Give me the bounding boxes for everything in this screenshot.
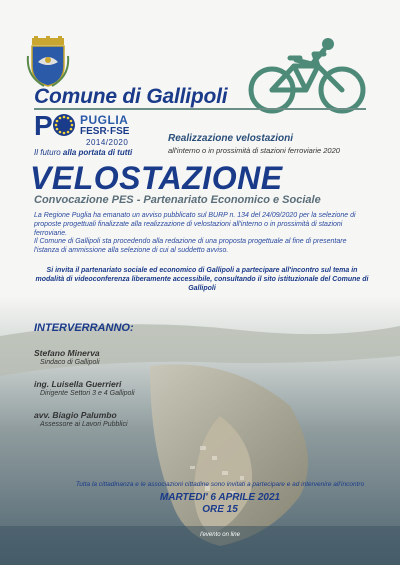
invite-text: Si invita il partenariato sociale ed economico di Gallipoli a partecipare all'incontro sul tema in modalità di videoconferenza liberamente accessibile, consultando il sito istituzionale del Comune di Gallipoli: [35, 267, 369, 292]
realizzazione-title: Realizzazione velostazioni: [168, 133, 294, 144]
speaker-name: avv. Biagio Palumbo: [34, 410, 117, 420]
speaker-role: Assessore ai Lavori Pubblici: [40, 421, 128, 428]
citizen-invite: Tutta la cittadinanza e le associazioni cittadine sono invitati a partecipare e ad intervenire all'incontro: [75, 481, 365, 488]
speaker-role: Dirigente Settori 3 e 4 Gallipoli: [40, 390, 135, 397]
interverranno-heading: INTERVERRANNO:: [34, 322, 134, 334]
main-title: VELOSTAZIONE: [30, 160, 283, 196]
aerial-photo: [0, 296, 400, 565]
eu-stars-icon: [52, 113, 76, 137]
speaker-role: Sindaco di Gallipoli: [40, 359, 100, 366]
comune-title: Comune di Gallipoli: [34, 85, 228, 108]
intro-paragraph-1: La Regione Puglia ha emanato un avviso pubblicato sul BURP n. 134 del 24/09/2020 per la selezione di proposte progettuali finalizzate alla realizzazione di velostazioni all'interno o in prossimità di stazioni ferroviarie.: [34, 212, 356, 237]
slogan-part-b: alla portata di tutti: [62, 148, 133, 157]
speaker-name: ing. Luisella Guerrieri: [34, 379, 122, 389]
city-crest-icon: [26, 36, 70, 88]
slogan-part-a: Il futuro: [34, 148, 61, 157]
realizzazione-subtitle: all'interno o in prossimità di stazioni ferroviarie 2020: [168, 146, 340, 155]
por-years-label: 2014/2020: [86, 138, 129, 147]
online-note: l'evento on line: [200, 532, 240, 538]
speaker-name: Stefano Minerva: [34, 348, 100, 358]
por-logo-letter: P: [34, 110, 53, 141]
title-divider: [34, 108, 366, 110]
bicycle-icon: [246, 36, 368, 116]
por-puglia-label: PUGLIA: [80, 113, 129, 127]
convocazione-subtitle: Convocazione PES - Partenariato Economico e Sociale: [34, 194, 321, 206]
por-fesr-label: FESR·FSE: [80, 126, 130, 137]
event-time: ORE 15: [202, 504, 238, 515]
por-slogan: [34, 148, 132, 157]
event-date: MARTEDI' 6 APRILE 2021: [159, 492, 281, 503]
intro-text: [34, 212, 370, 256]
intro-paragraph-2: Il Comune di Gallipoli sta procedendo alla redazione di una proposta progettuale al fine di presentare l'istanza di ammissione alla selezione di cui al suddetto avviso.: [34, 238, 347, 255]
